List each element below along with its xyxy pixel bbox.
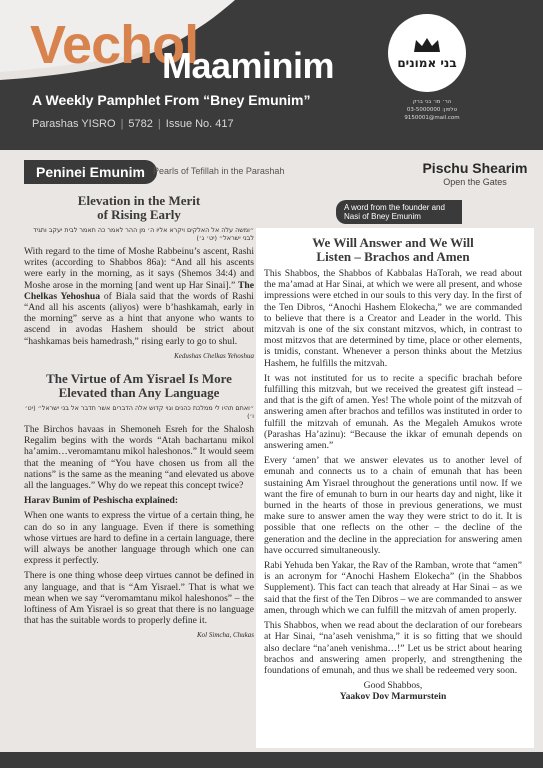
article-paragraph: There is one thing whose deep virtues cannot be defined in any language, and that is “Am Yisrael.” That is what we mean when we say “veromamtanu mikol haleshonos” – the loftiness of Am Yisrael is so great that there is no language that has the suitable words to properly define it. xyxy=(24,570,254,627)
pischu-shearim-subtitle: Open the Gates xyxy=(443,177,507,187)
right-column xyxy=(258,232,528,748)
contact-info xyxy=(392,98,472,122)
left-column xyxy=(24,192,254,748)
paragraph-text: of Biala said that the words of Rashi “And all his ascents (aliyos) were b’hashkamah, early in the morning” serve as a hint that anyone who wants to ascend in avodas Hashem should be strict about “hashkamas beis hamedrash,” rising early to go to shul. xyxy=(24,290,254,347)
hebrew-year: 5782 xyxy=(128,118,153,130)
issue-number: Issue No. 417 xyxy=(165,118,234,130)
peninei-emunim-banner: Peninei Emunim xyxy=(24,160,157,184)
article-source: Kedushas Chelkas Yehoshua xyxy=(174,351,254,360)
article-paragraph: Every ‘amen’ that we answer elevates us to another level of emunah and connects us to a chain of emunah that has been sustaining Am Yisrael throughout the generations until now. If we want the fire of emunah to burn in our hearts day and night, like it burned in the hearts of those in previous generations, we must make sure to answer amen the way they were strict to do it. It is possible that one reflects on the other – the decline of the generation and the decline in the appreciation for answering amen have occurred simultaneously. xyxy=(264,455,522,556)
pamphlet-subtitle: A Weekly Pamphlet From “Bney Emunim” xyxy=(32,92,311,108)
founder-note-tag: A word from the founder and Nasi of Bney Emunim xyxy=(336,200,462,224)
parasha-name: Parashas YISRO xyxy=(32,118,116,130)
author-name: Yaakov Dov Marmurstein xyxy=(339,691,447,703)
hebrew-verse: ״ואתם תהיו לי ממלכת כהנים וגוי קדוש אלה הדברים אשר תדבר אל בני ישראל״ (יט׳ ו׳) xyxy=(24,404,254,421)
article-title xyxy=(24,372,254,400)
article-paragraph-bold: Harav Bunim of Peshischa explained: xyxy=(24,495,179,507)
pischu-shearim-header xyxy=(416,160,534,196)
closing-greeting: Good Shabbos, xyxy=(363,680,423,692)
article-title-line: Listen – Brachos and Amen xyxy=(316,249,470,264)
article-title-line: We Will Answer and We Will xyxy=(312,235,474,250)
paragraph-bold: The Chelkas Yehoshua xyxy=(24,279,254,302)
article-paragraph: It was not instituted for us to recite a specific brachah before fulfilling this mitzvah, but we received the greatest gift instead – and that is the gift of amen. Yes! The whole point of the mitzvah of answering amen after brachos and tefillos was instituted in order to fulfill the mitzvah of emunah. As the Megaleh Amukos wrote (Parashas Ha’azinu): “Because the ikkar of emunah depends on answering amen.” xyxy=(264,372,522,452)
article-title xyxy=(24,194,254,222)
article-title-line: Elevated than Any Language xyxy=(58,385,220,401)
pischu-shearim-title: Pischu Shearim xyxy=(422,160,528,176)
title-maaminim: Maaminim xyxy=(162,45,335,86)
peninei-emunim-subtitle: Pearls of Tefillah in the Parashah xyxy=(153,166,285,176)
hebrew-verse: ״ומשה עלה אל האלקים ויקרא אליו ה׳ מן ההר לאמר כה תאמר לבית יעקב ותגיד לבני ישראל״ (יט׳ ג׳) xyxy=(33,226,254,242)
contact-line: 9150001@mail.com xyxy=(404,115,460,121)
article-title-line: of Rising Early xyxy=(97,207,181,222)
bney-emunim-logo xyxy=(388,14,466,92)
contact-line: הר׳ מו׳ בני ברק xyxy=(412,99,452,105)
article-title xyxy=(264,236,522,264)
signature-block xyxy=(264,680,522,702)
title-vechol: Vechol xyxy=(30,15,199,75)
article-title-line: The Virtue of Am Yisrael Is More xyxy=(46,371,232,387)
contact-line: טלפון: 03-5000000 xyxy=(406,107,458,113)
crown-icon xyxy=(412,36,442,54)
article-paragraph: When one wants to express the virtue of a certain thing, he can do so in any language. Even if there is something whose virtues are hard to define in a certain language, there will always be another language through which one can express it perfectly. xyxy=(24,510,254,567)
logo-text: בני אמונים xyxy=(397,56,457,70)
issue-info: Parashas YISRO | 5782 | Issue No. 417 xyxy=(32,118,234,130)
article-paragraph: This Shabbos, the Shabbos of Kabbalas HaTorah, we read about the ma’amad at Har Sinai, at which we were all present, and whose impressions were etched in our souls to this very day. In the first of the Ten Dibros, “Anochi Hashem Elokecha,” we are commanded to believe that there is a Creator and Leader in the world. This mitzvah is one of the six constant mitzvos, which, in contrast to most mitzvos that are determined by time, place or other elements, is tmidis, constant. Whenever a person thinks about the Metzius Hashem, he fulfills the mitzvah. xyxy=(264,268,522,369)
masthead xyxy=(0,0,543,150)
article-paragraph: This Shabbos, when we read about the declaration of our forebears at Har Sinai, “na’aseh venishma,” it is so fitting that we should also declare “na’aneh venishma…!” Let us be strict about hearing brachos and answering amen properly, and strengthening the foundations of emunah, and thus we shall be redeemed very soon. xyxy=(264,620,522,676)
article-paragraph: The Birchos havaas in Shemoneh Esreh for the Shalosh Regalim begins with the words “Atah bachartanu mikol ha’amim…veromamtanu mikol haleshonos.” It would seem that the meaning of “You have chosen us from all the nations” is the same as the meaning “and elevated us above all the languages.” Why do we repeat this concept twice? xyxy=(24,424,254,492)
footer-bar xyxy=(0,752,543,768)
article-paragraph xyxy=(24,246,254,347)
paragraph-text: With regard to the time of Moshe Rabbeinu’s ascent, Rashi writes (according to Shabbos 86a): “And all his ascents were early in the morning, as it says (Shemos 34:4) and Moshe arose in the morning [and went up Har Sinai].” xyxy=(24,246,254,291)
article-paragraph: Rabi Yehuda ben Yakar, the Rav of the Ramban, wrote that “amen” is an acronym for “Anochi Hashem Elokecha” (in the Shabbos Supplement). This fact can teach that already at Har Sinai – as we said that the first of the Ten Dibros – we are commanded to answer amen, through which we can fulfill the mitzvah of amen properly. xyxy=(264,560,522,616)
article-title-line: Elevation in the Merit xyxy=(77,193,201,208)
article-source: Kol Simcha, Chukas xyxy=(197,631,254,640)
